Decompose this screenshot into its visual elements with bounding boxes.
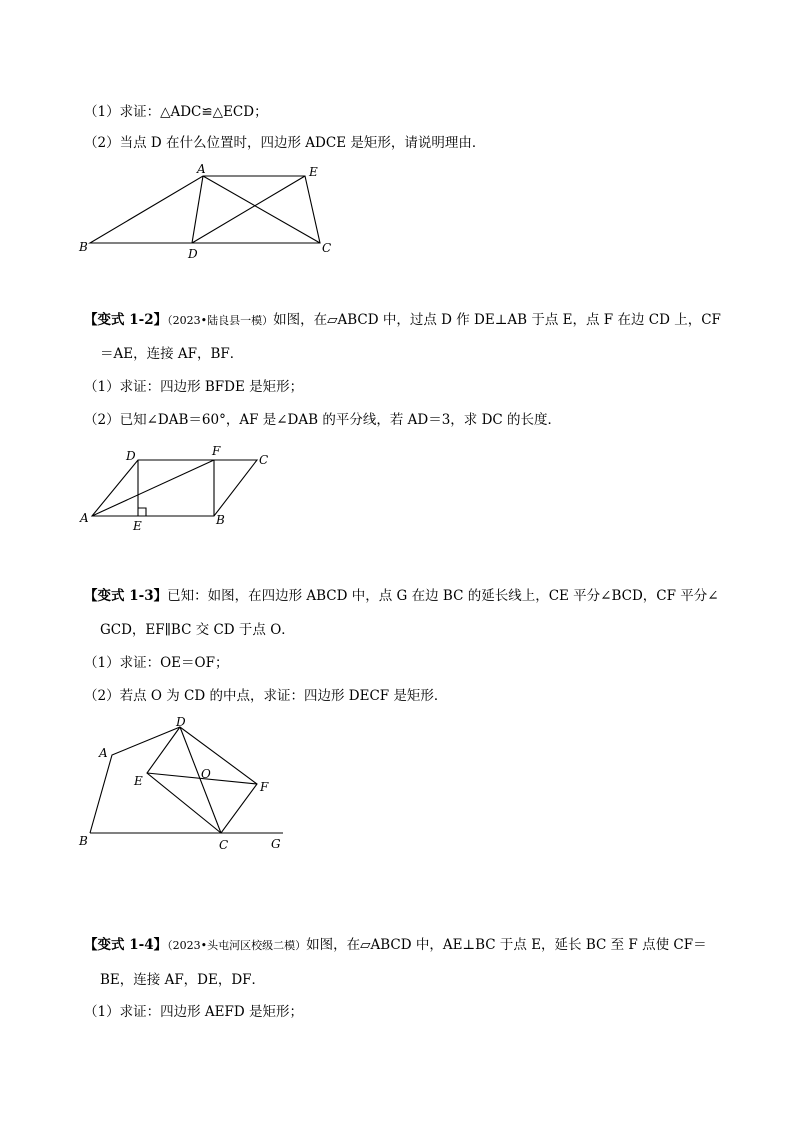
label-a: A <box>99 746 108 760</box>
variant-4-tag: 【变式 1-4】 <box>84 937 168 953</box>
variant-2-q1: （1）求证：四边形 BFDE 是矩形； <box>84 379 304 395</box>
label-d: D <box>188 247 198 261</box>
question-2: （2）当点 D 在什么位置时，四边形 ADCE 是矩形，请说明理由． <box>84 135 486 151</box>
label-a: A <box>80 511 89 525</box>
label-g: G <box>271 837 281 851</box>
variant-4-source: （2023•头屯河区校级二模） <box>167 939 307 952</box>
label-c: C <box>259 453 269 467</box>
variant-2-source: （2023•陆良县一模） <box>167 314 274 327</box>
variant-2-q2: （2）已知∠DAB＝60°，AF 是∠DAB 的平分线，若 AD＝3，求 DC 的长度． <box>84 412 562 428</box>
label-e: E <box>133 519 142 533</box>
variant-4-stem-line2: BE，连接 AF，DE，DF． <box>100 972 266 988</box>
variant-2-stem1: 如图，在▱ABCD 中，过点 D 作 DE⊥AB 于点 E，点 F 在边 CD 上，CF <box>273 312 721 328</box>
variant-2-stem-line2: ＝AE，连接 AF，BF． <box>100 346 244 362</box>
label-c: C <box>219 838 229 852</box>
variant-3-q2: （2）若点 O 为 CD 的中点，求证：四边形 DECF 是矩形． <box>84 688 448 704</box>
variant-4-stem1: 如图，在▱ABCD 中，AE⊥BC 于点 E，延长 BC 至 F 点使 CF＝ <box>306 937 707 953</box>
label-d: D <box>176 715 186 729</box>
variant-2-tag: 【变式 1-2】 <box>84 312 168 328</box>
label-c: C <box>322 241 332 255</box>
variant-3-q1: （1）求证：OE＝OF； <box>84 655 229 671</box>
variant-3-tag: 【变式 1-3】 <box>84 588 168 604</box>
variant-4-q1: （1）求证：四边形 AEFD 是矩形； <box>84 1004 303 1020</box>
label-e: E <box>134 774 143 788</box>
variant-3-stem1: 已知：如图，在四边形 ABCD 中，点 G 在边 BC 的延长线上，CE 平分∠BCD，CF 平分∠ <box>167 588 719 604</box>
label-b: B <box>79 240 88 254</box>
label-a: A <box>197 162 206 176</box>
label-o: O <box>201 767 211 781</box>
question-1: （1）求证：△ADC≌△ECD； <box>84 104 268 120</box>
label-e: E <box>309 165 318 179</box>
label-f: F <box>260 780 269 794</box>
label-d: D <box>126 449 136 463</box>
label-b: B <box>79 834 88 848</box>
label-b: B <box>216 513 225 527</box>
label-f: F <box>212 444 221 458</box>
variant-4-stem-line1 <box>84 936 707 955</box>
variant-3-stem-line2: GCD，EF∥BC 交 CD 于点 O． <box>100 622 295 638</box>
